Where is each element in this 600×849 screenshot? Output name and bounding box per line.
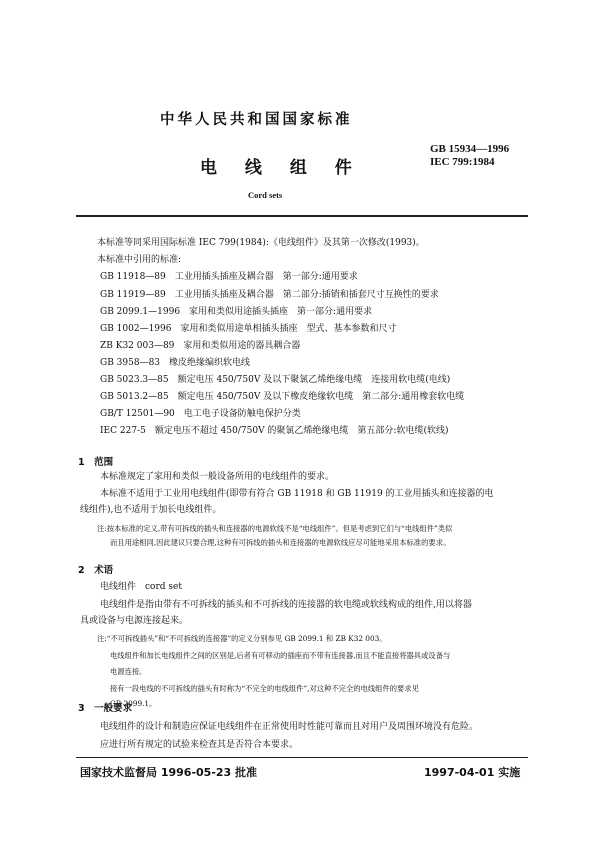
standard-numbers [430, 143, 509, 169]
section-2-note-2-line-1: 电线组件和加长电线组件之间的区别是,后者有可移动的插座而不带有连接器,而且不能直接将器具或设备与 [110, 651, 451, 660]
section-2-heading: 2 术语 [78, 565, 114, 576]
reference-item: ZB K32 003—89 家用和类似用途的器具耦合器 [100, 341, 301, 351]
section-2-note-3-line-1: 接有一段电线的不可拆线的插头有时称为“不完全的电线组件”,对这种不完全的电线组件的要求见 [110, 684, 419, 693]
standard-category: 中华人民共和国国家标准 [160, 112, 353, 128]
section-2-note-3-line-2: GB 2099.1。 [110, 699, 157, 708]
section-2-note-1: 注:“不可拆线插头”和“不可拆线的连接器”的定义分别参见 GB 2099.1 和 ZB K32 003。 [97, 634, 387, 643]
term-definition-line-2: 具或设备与电源连接起来。 [80, 616, 189, 626]
section-1-para-2-line-1: 本标准不适用于工业用电线组件(即带有符合 GB 11918 和 GB 11919 的工业用插头和连接器的电 [100, 489, 494, 499]
reference-item: GB 3958—83 橡皮绝缘编织软电线 [100, 358, 251, 368]
section-1-para-2-line-2: 线组件),也不适用于加长电线组件。 [80, 505, 222, 515]
reference-item: GB 2099.1—1996 家用和类似用途插头插座 第一部分:通用要求 [100, 307, 373, 317]
reference-item: GB 5023.3—85 额定电压 450/750V 及以下聚氯乙烯绝缘电缆 连接用软电缆(电线) [100, 375, 451, 385]
section-1-para-1: 本标准规定了家用和类似一般设备所用的电线组件的要求。 [100, 472, 335, 482]
term-definition-line-1: 电线组件是指由带有不可拆线的插头和不可拆线的连接器的软电缆或软线构成的组件,用以将器 [100, 600, 472, 610]
document-subtitle: Cord sets [248, 190, 283, 200]
section-3-heading-text: 3 一般要求 [78, 703, 133, 714]
section-3-line-2: 应进行所有规定的试验来检查其是否符合本要求。 [100, 740, 299, 750]
intro-references-heading: 本标准中引用的标准: [97, 255, 182, 265]
reference-item: GB 1002—1996 家用和类似用途单相插头插座 型式、基本参数和尺寸 [100, 324, 397, 334]
intro-equivalence: 本标准等同采用国际标准 IEC 799(1984):《电线组件》及其第一次修改(1993)。 [97, 238, 425, 248]
section-3-line-1: 电线组件的设计和制造应保证电线组件在正常使用时性能可靠而且对用户及周围环境没有危险。 [100, 722, 479, 732]
gb-number: GB 15934—1996 [430, 143, 510, 155]
footer-rule [76, 757, 528, 758]
section-1-heading: 1 范围 [78, 457, 114, 468]
section-1-note-line-1: 注:按本标准的定义,带有可拆线的插头和连接器的电源软线不是“电线组件”。但是考虑到它们与“电线组件”类似 [97, 524, 453, 533]
section-3-heading [78, 700, 132, 714]
document-title: 电 线 组 件 [200, 158, 363, 178]
reference-item: GB 11918—89 工业用插头插座及耦合器 第一部分:通用要求 [100, 272, 358, 282]
iec-number: IEC 799:1984 [430, 156, 495, 168]
section-2-note-2-line-2: 电源连接。 [110, 667, 147, 676]
reference-item: GB 5013.2—85 额定电压 450/750V 及以下橡皮绝缘软电缆 第二部分:通用橡套软电缆 [100, 392, 465, 402]
approval-date: 国家技术监督局 1996-05-23 批准 [80, 766, 258, 779]
reference-item: GB/T 12501—90 电工电子设备防触电保护分类 [100, 409, 301, 419]
term-entry: 电线组件 cord set [100, 582, 182, 592]
section-1-note-line-2: 而且用途相同,因此建议只要合理,这种有可拆线的插头和连接器的电源软线应尽可能地采用本标准的要求。 [110, 538, 451, 547]
implementation-date: 1997-04-01 实施 [424, 766, 521, 779]
reference-item: GB 11919—89 工业用插头插座及耦合器 第二部分:插销和插套尺寸互换性的要求 [100, 290, 439, 300]
header-rule [76, 215, 528, 217]
reference-item: IEC 227-5 额定电压不超过 450/750V 的聚氯乙烯绝缘电缆 第五部分:软电缆(软线) [100, 426, 449, 436]
